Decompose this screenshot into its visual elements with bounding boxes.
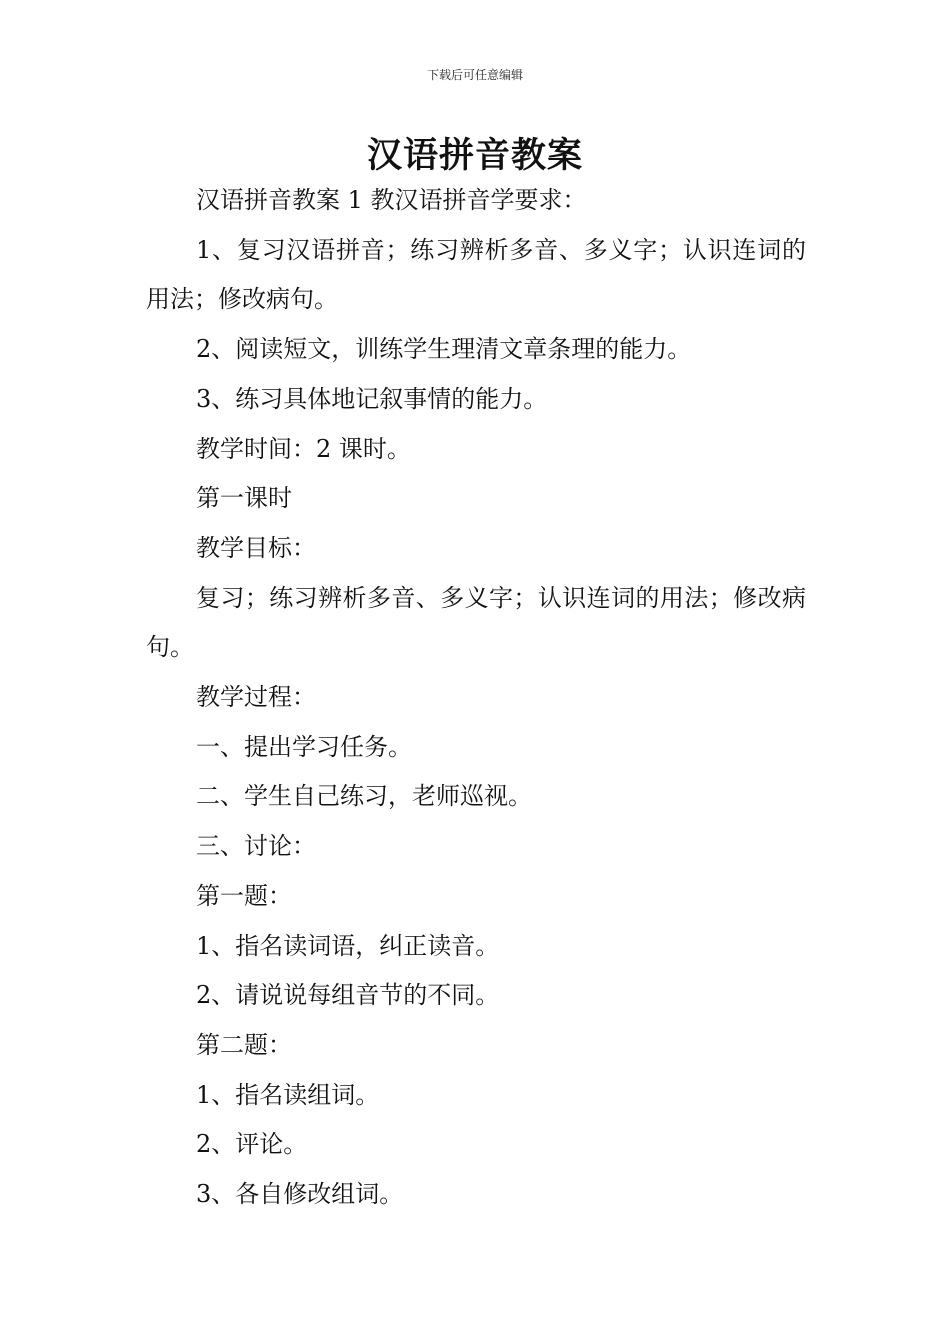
paragraph: 1、指名读词语，纠正读音。 [196,931,500,960]
paragraph: 第一题： [196,881,292,910]
paragraph: 1、指名读组词。 [196,1080,380,1109]
paragraph: 3、练习具体地记叙事情的能力。 [196,384,548,413]
paragraph: 教学时间：2 课时。 [196,434,411,463]
paragraph: 1、复习汉语拼音；练习辨析多音、多义字；认识连词的用法；修改病句。 [146,235,806,314]
paragraph: 第一课时 [196,484,292,513]
paragraph: 二、学生自己练习，老师巡视。 [196,782,532,811]
paragraph: 教学过程： [196,683,316,712]
paragraph: 第二题： [196,1030,292,1059]
document-body [146,176,806,1220]
paragraph: 2、评论。 [196,1130,308,1159]
paragraph: 一、提出学习任务。 [196,732,412,761]
paragraph: 2、阅读短文，训练学生理清文章条理的能力。 [196,335,692,364]
header-note: 下载后可任意编辑 [426,68,523,82]
paragraph: 汉语拼音教案 1 教汉语拼音学要求： [196,186,587,214]
document-title: 汉语拼音教案 [366,136,583,176]
paragraph: 3、各自修改组词。 [196,1180,404,1209]
paragraph: 教学目标： [196,533,316,562]
paragraph: 2、请说说每组音节的不同。 [196,981,500,1010]
paragraph: 三、讨论： [196,832,316,861]
paragraph: 复习；练习辨析多音、多义字；认识连词的用法；修改病句。 [146,583,806,662]
